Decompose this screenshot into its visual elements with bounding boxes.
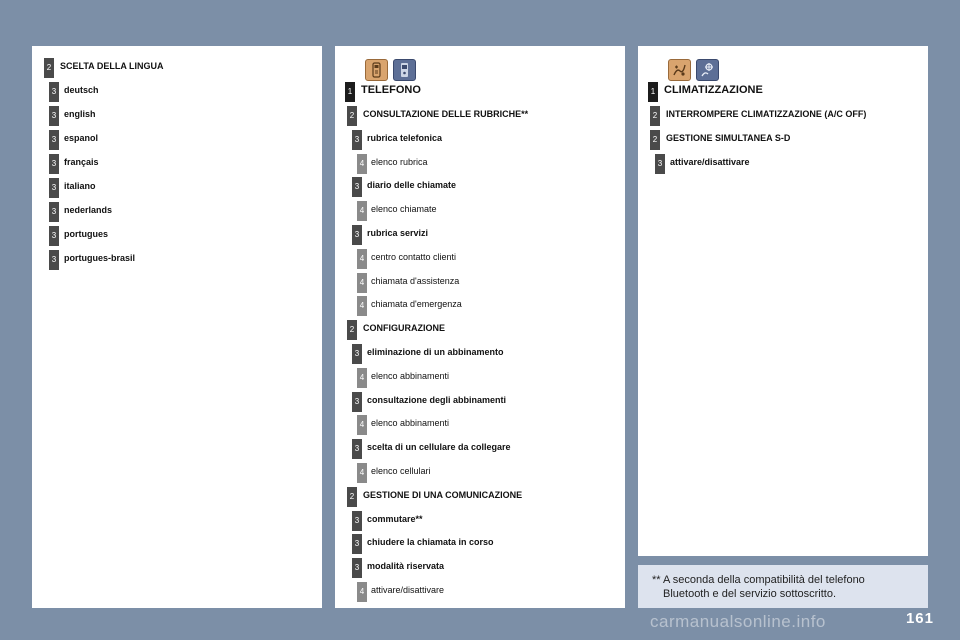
level-badge: 1 [345, 82, 355, 102]
watermark: carmanualsonline.info [650, 612, 826, 631]
menu-label: attivare/disattivare [371, 585, 445, 595]
level-badge: 4 [357, 201, 367, 221]
menu-label: portugues [64, 229, 108, 239]
menu-label: elenco cellulari [371, 466, 431, 476]
menu-label: GESTIONE DI UNA COMUNICAZIONE [363, 489, 523, 500]
level-badge: 3 [352, 130, 362, 150]
menu-label: eliminazione di un abbinamento [367, 347, 504, 357]
menu-label: SCELTA DELLA LINGUA [60, 61, 164, 71]
level-badge: 2 [650, 130, 660, 150]
level-badge: 4 [357, 154, 367, 174]
level-badge: 4 [357, 249, 367, 269]
menu-label: elenco abbinamenti [371, 370, 450, 381]
climate-control-icon [668, 59, 691, 81]
menu-label: centro contatto clienti [371, 251, 457, 262]
menu-label: deutsch [64, 85, 99, 95]
level-badge: 2 [347, 106, 357, 126]
level-badge: 4 [357, 463, 367, 483]
menu-label: consultazione degli abbinamenti [367, 394, 507, 405]
menu-label: italiano [64, 181, 96, 191]
level-badge: 3 [352, 177, 362, 197]
menu-label: CONFIGURAZIONE [363, 323, 445, 334]
menu-label: espanol [64, 133, 99, 143]
level-badge: 3 [49, 250, 59, 270]
footnote-text: A seconda della compatibilità del telefono Bluetooth e del servizio sottoscritto. [663, 574, 865, 600]
climate-settings-icon [696, 59, 719, 81]
footnote-mark: ** [652, 574, 661, 586]
menu-label: elenco chiamate [371, 204, 437, 215]
level-badge: 4 [357, 582, 367, 602]
level-badge: 3 [49, 154, 59, 174]
menu-label: modalità riservata [367, 561, 445, 572]
level-badge: 3 [352, 344, 362, 364]
phone-icon [365, 59, 388, 81]
menu-label: scelta di un cellulare da collegare [367, 442, 511, 453]
menu-label: portugues-brasil [64, 253, 136, 263]
level-badge: 3 [352, 558, 362, 578]
menu-label: CONSULTAZIONE DELLE RUBRICHE** [363, 109, 529, 119]
level-badge: 1 [648, 82, 658, 102]
climate-panel [638, 46, 928, 556]
telephone-panel [335, 46, 625, 608]
menu-label: english [64, 109, 96, 119]
menu-label: chiamata d'assistenza [371, 275, 460, 286]
menu-label: attivare/disattivare [670, 157, 750, 167]
level-badge: 3 [49, 82, 59, 102]
menu-label: commutare** [367, 513, 423, 524]
level-badge: 3 [49, 178, 59, 198]
menu-label: GESTIONE SIMULTANEA S-D [666, 133, 791, 143]
footnote [652, 573, 912, 601]
level-badge: 3 [49, 202, 59, 222]
level-badge: 3 [655, 154, 665, 174]
level-badge: 2 [347, 487, 357, 507]
level-badge: 4 [357, 296, 367, 316]
menu-label: elenco rubrica [371, 156, 428, 167]
menu-label: français [64, 157, 99, 167]
menu-label: elenco abbinamenti [371, 418, 450, 429]
level-badge: 3 [352, 534, 362, 554]
level-badge: 3 [352, 392, 362, 412]
level-badge: 3 [49, 106, 59, 126]
menu-label: nederlands [64, 205, 113, 215]
menu-label: rubrica servizi [367, 228, 429, 238]
menu-label: rubrica telefonica [367, 132, 443, 143]
level-badge: 3 [49, 226, 59, 246]
menu-label: TELEFONO [361, 84, 421, 96]
footnote-box [638, 565, 928, 608]
page-number: 161 [905, 610, 934, 627]
level-badge: 3 [352, 225, 362, 245]
level-badge: 4 [357, 368, 367, 388]
level-badge: 2 [650, 106, 660, 126]
level-badge: 2 [44, 58, 54, 78]
level-badge: 3 [352, 511, 362, 531]
language-panel [32, 46, 322, 608]
menu-label: chiudere la chiamata in corso [367, 537, 494, 548]
level-badge: 4 [357, 273, 367, 293]
level-badge: 2 [347, 320, 357, 340]
level-badge: 3 [352, 439, 362, 459]
level-badge: 3 [49, 130, 59, 150]
menu-label: INTERROMPERE CLIMATIZZAZIONE (A/C OFF) [666, 109, 867, 119]
menu-label: diario delle chiamate [367, 180, 457, 191]
mobile-phone-icon [393, 59, 416, 81]
level-badge: 4 [357, 415, 367, 435]
menu-label: chiamata d'emergenza [371, 299, 462, 310]
menu-label: CLIMATIZZAZIONE [664, 84, 763, 96]
